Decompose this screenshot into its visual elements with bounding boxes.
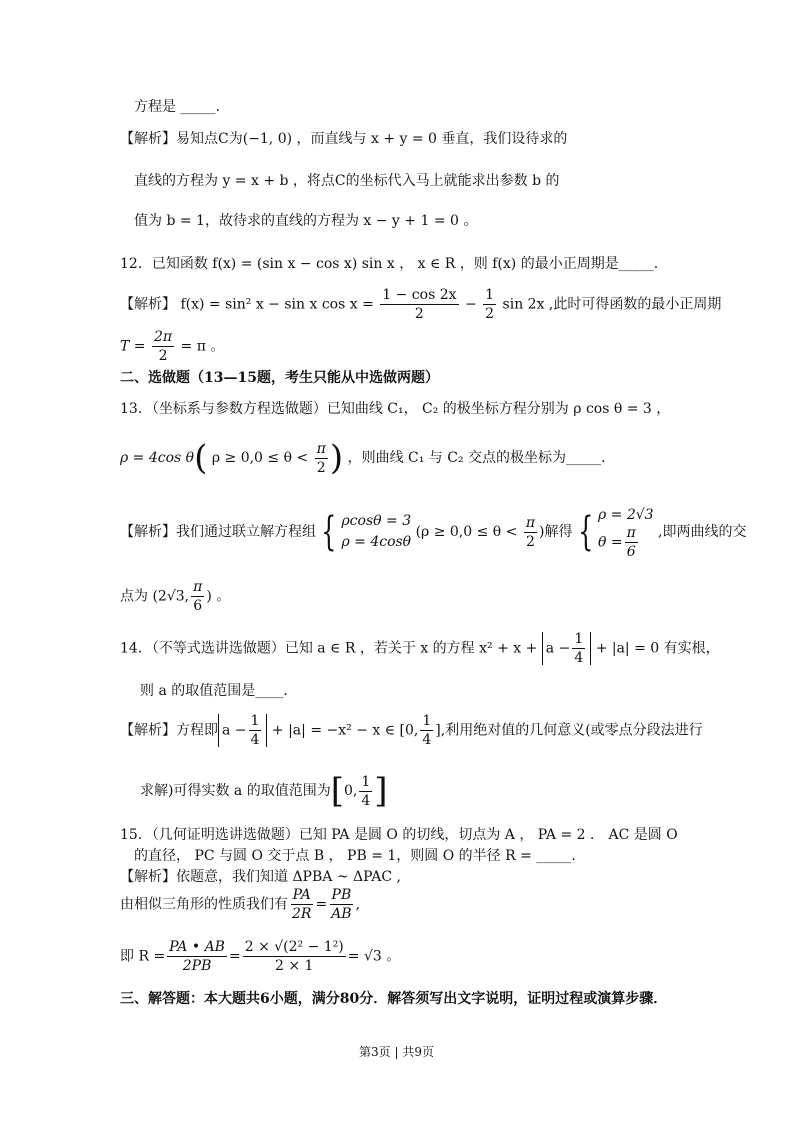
a15b-pre: 由相似三角形的性质我们有 xyxy=(120,896,288,913)
q13b-frac-den: 2 xyxy=(316,459,326,476)
a13-cond-frac-num: π xyxy=(525,514,536,531)
a15-line2 xyxy=(120,888,360,921)
a11-line3: 值为 b = 1，故待求的直线的方程为 x − y + 1 = 0 。 xyxy=(134,213,478,229)
q14-frac-num: 1 xyxy=(574,631,584,647)
q14-post: + |a| = 0 有实根， xyxy=(595,640,720,657)
a13b-frac-num: π xyxy=(193,579,203,595)
a12-line2 xyxy=(120,330,224,363)
a12-frac1 xyxy=(380,288,458,321)
a15c-frac2 xyxy=(243,940,346,973)
a15c-post: = √3 。 xyxy=(347,948,401,965)
a13-brace2: { xyxy=(577,509,593,555)
a14b-lbracket: [ xyxy=(330,771,344,811)
a12-frac1-num: 1 − cos 2x xyxy=(382,287,457,303)
a12b-frac-num: 2π xyxy=(153,329,173,345)
a15c-frac1 xyxy=(167,940,227,973)
a13-line2 xyxy=(120,580,230,613)
a14-line2 xyxy=(140,771,388,811)
a12-pre: 【解析】 f(x) = sin² x − sin x cos x = xyxy=(120,296,374,313)
a15-line1: 【解析】依题意，我们知道 ΔPBA ~ ΔPAC , xyxy=(120,869,401,885)
q14-pre: 14．（不等式选讲选做题）已知 a ∈ R ，若关于 x 的方程 x² + x + xyxy=(120,640,538,657)
a14-frac2-num: 1 xyxy=(422,713,432,729)
a14-abs-text: a − xyxy=(222,722,247,739)
q14-frac-den: 4 xyxy=(574,650,584,666)
a15-line3 xyxy=(120,940,400,973)
a13-pre: 【解析】我们通过联立解方程组 xyxy=(120,524,316,540)
section-2-heading: 二、选做题（13—15题，考生只能从中选做两题） xyxy=(120,370,439,386)
a13-res2-den: 6 xyxy=(626,544,636,560)
a12-frac1-den: 2 xyxy=(414,306,424,322)
q13-line2 xyxy=(120,438,606,478)
a13b-frac xyxy=(191,580,204,613)
q15-line1: 15．（几何证明选讲选做题）已知 PA 是圆 O 的切线，切点为 A ， PA = 2 ． AC 是圆 O xyxy=(120,827,678,843)
a12-post: sin 2x ,此时可得函数的最小正周期 xyxy=(502,296,722,313)
a11-line1: 【解析】易知点C为(−1, 0) ，而直线与 x + y = 0 垂直，我们设待求的 xyxy=(120,131,568,147)
a13-post: ,即两曲线的交 xyxy=(658,524,747,540)
a15c-frac2-num: 2 × √(2² − 1²) xyxy=(244,939,344,955)
a12-line1 xyxy=(120,288,721,321)
q13b-post: ，则曲线 C₁ 与 C₂ 交点的极坐标为_____. xyxy=(347,450,606,466)
a12b-frac xyxy=(152,330,174,363)
a13-res1: ρ = 2√3 xyxy=(597,507,654,523)
a14-frac-num: 1 xyxy=(250,713,260,729)
a11-line2: 直线的方程为 y = x + b ，将点C的坐标代入马上就能求出参数 b 的 xyxy=(134,173,560,189)
a14-mid: + |a| = −x² − x ∈ [0, xyxy=(271,722,419,739)
a14b-frac xyxy=(359,775,372,808)
q14-frac xyxy=(572,632,585,665)
q13b-lparen: ( xyxy=(194,438,208,478)
q15-line2: 的直径， PC 与圆 O 交于点 B ， PB = 1，则圆 O 的半径 R = _____. xyxy=(134,848,576,864)
a14-frac xyxy=(249,714,262,747)
a15b-frac1-den: 2R xyxy=(292,906,312,922)
a15b-frac2-num: PB xyxy=(331,887,352,903)
a13-system xyxy=(341,511,411,553)
a14b-frac-den: 4 xyxy=(361,792,371,809)
q13: 13．（坐标系与参数方程选做题）已知曲线 C₁， C₂ 的极坐标方程分别为 ρ cos θ = 3 ， xyxy=(120,401,671,417)
a14b-rbracket: ] xyxy=(374,771,388,811)
a12-frac2-num: 1 xyxy=(485,287,495,303)
a14-pre: 【解析】方程即 xyxy=(120,722,218,739)
a12-minus: − xyxy=(464,296,477,313)
page-footer: 第3页 | 共9页 xyxy=(359,1045,434,1059)
q14-line1 xyxy=(120,632,720,665)
a13-sys-eq2: ρ = 4cosθ xyxy=(341,534,412,550)
a15b-frac1-num: PA xyxy=(292,887,311,903)
q13b-frac-num: π xyxy=(316,440,326,457)
a13b-post: ) 。 xyxy=(206,588,231,605)
a15c-pre: 即 R = xyxy=(120,948,166,965)
a14-line1 xyxy=(120,714,703,747)
a14b-frac-num: 1 xyxy=(361,773,371,790)
a13-sys-eq1: ρcosθ = 3 xyxy=(341,513,412,529)
a13b-pre: 点为 (2√3, xyxy=(120,588,190,605)
q14-line2: 则 a 的取值范围是____. xyxy=(140,683,288,699)
a13-line1 xyxy=(120,505,746,559)
q11-tail: 方程是 _____. xyxy=(134,99,220,115)
a15c-frac1-den: 2PB xyxy=(182,958,212,974)
a13-res2-frac xyxy=(625,526,638,559)
a13-cond-frac-den: 2 xyxy=(525,533,535,550)
a12b-pre: T = xyxy=(120,338,146,355)
a15b-frac2 xyxy=(329,888,353,921)
q14-abs xyxy=(542,632,591,665)
a12-frac2-den: 2 xyxy=(485,306,495,322)
a13-brace1: { xyxy=(321,509,337,555)
a12-frac2 xyxy=(483,288,496,321)
a13-res2 xyxy=(598,526,654,559)
a13b-frac-den: 6 xyxy=(193,598,203,614)
a15b-frac2-den: AB xyxy=(331,906,352,922)
q13b-rparen: ) xyxy=(329,438,344,478)
a13-cond: (ρ ≥ 0,0 ≤ θ < xyxy=(415,524,518,540)
a13-res2-num: π xyxy=(626,525,636,541)
a13-res2-lhs: θ = xyxy=(597,534,623,551)
a13-result xyxy=(598,505,654,559)
a14-frac2 xyxy=(420,714,433,747)
q13b-frac xyxy=(315,442,328,475)
q13b-cond: ρ ≥ 0,0 ≤ θ < xyxy=(211,450,309,466)
a15b-frac1 xyxy=(290,888,313,921)
a12b-post: = π 。 xyxy=(180,338,225,355)
a13-cond-frac xyxy=(524,516,537,549)
a15b-post: , xyxy=(355,896,361,913)
a15c-frac2-den: 2 × 1 xyxy=(275,958,314,974)
a14-frac-den: 4 xyxy=(250,732,260,748)
section-3-heading: 三、解答题：本大题共6小题，满分80分．解答须写出文字说明，证明过程或演算步骤． xyxy=(120,991,668,1007)
a13-mid: )解得 xyxy=(539,524,573,540)
q12: 12．已知函数 f(x) = (sin x − cos x) sin x ， x ∈ R ，则 f(x) 的最小正周期是_____. xyxy=(120,256,659,272)
a15b-eq: = xyxy=(315,896,328,913)
a12b-frac-den: 2 xyxy=(158,348,168,364)
a14b-value: 0, xyxy=(343,783,358,799)
q14-abs-text: a − xyxy=(545,640,571,657)
a14-frac2-den: 4 xyxy=(422,732,432,748)
q13b-pre: ρ = 4cos θ xyxy=(120,450,195,466)
a14-abs xyxy=(218,714,267,747)
a14-post: ],利用绝对值的几何意义(或零点分段法进行 xyxy=(435,722,703,739)
a15c-frac1-num: PA • AB xyxy=(169,939,225,955)
a14b-pre: 求解)可得实数 a 的取值范围为 xyxy=(140,783,331,799)
a15c-eq: = xyxy=(228,948,241,965)
